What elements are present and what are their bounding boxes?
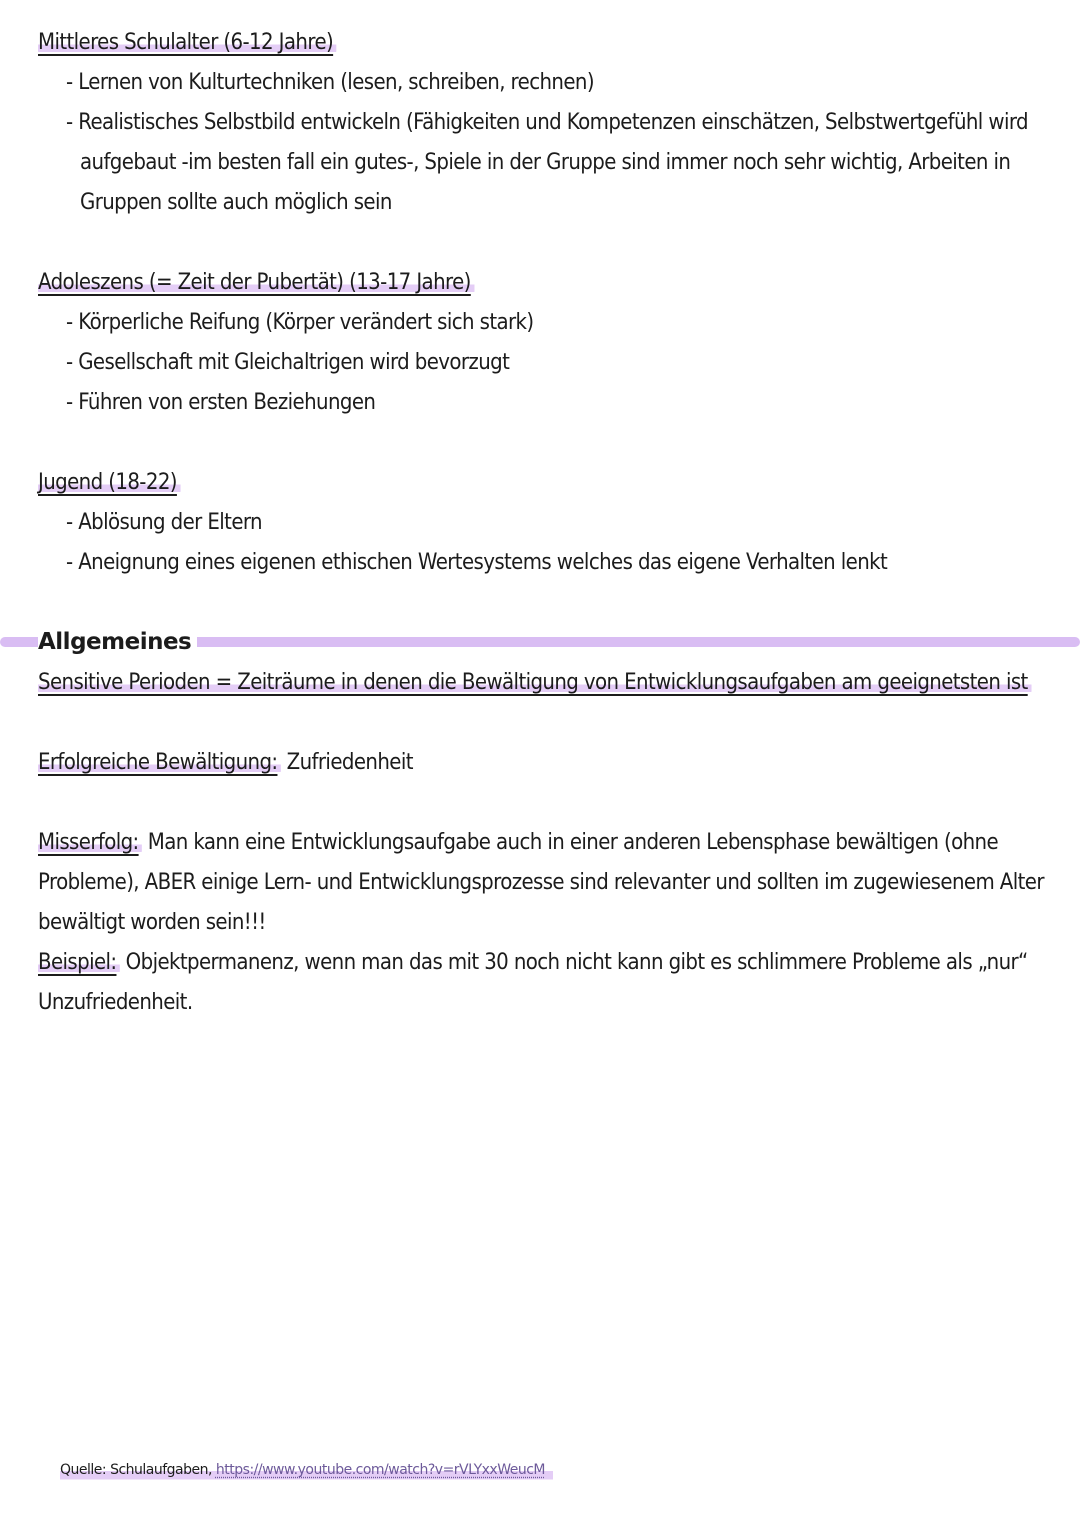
beispiel-label: Beispiel: bbox=[38, 949, 120, 975]
misserfolg-text: Man kann eine Entwicklungsaufgabe auch in einer anderen Lebensphase bewältigen (ohne bbox=[142, 829, 999, 855]
misserfolg-line-2: Probleme), ABER einige Lern- und Entwicklungsprozesse sind relevanter und sollten im zugewiesenem Alter bbox=[38, 869, 1044, 895]
list-item: - Ablösung der Eltern bbox=[66, 509, 262, 535]
heading-adoleszens bbox=[38, 262, 474, 302]
misserfolg-line-3: bewältigt worden sein!!! bbox=[38, 909, 266, 935]
beispiel-line-2: Unzufriedenheit. bbox=[38, 989, 193, 1015]
beispiel-text: Objektpermanenz, wenn man das mit 30 noch nicht kann gibt es schlimmere Probleme als „nur“ bbox=[119, 949, 1028, 975]
misserfolg-label: Misserfolg: bbox=[38, 829, 142, 855]
heading-text: Adoleszens (= Zeit der Pubertät) (13-17 Jahre) bbox=[38, 269, 474, 295]
source-link[interactable]: https://www.youtube.com/watch?v=rVLYxxWeucM bbox=[215, 1462, 545, 1478]
source-label: Quelle: Schulaufgaben, bbox=[60, 1462, 216, 1478]
beispiel-line-1 bbox=[38, 942, 1028, 982]
section-title-allgemeines: Allgemeines bbox=[38, 622, 197, 662]
list-item: - Körperliche Reifung (Körper verändert sich stark) bbox=[66, 309, 534, 335]
sensitive-perioden-definition bbox=[38, 662, 1031, 702]
heading-jugend bbox=[38, 462, 180, 502]
list-item-continuation: Gruppen sollte auch möglich sein bbox=[80, 189, 392, 215]
misserfolg-line-1 bbox=[38, 822, 998, 862]
list-item-continuation: aufgebaut -im besten fall ein gutes-, Spiele in der Gruppe sind immer noch sehr wichtig, Arbeiten in bbox=[80, 149, 1011, 175]
erfolg-line bbox=[38, 742, 413, 782]
heading-mittleres-schulalter bbox=[38, 22, 337, 62]
source-footer bbox=[60, 1458, 553, 1482]
list-item: - Aneignung eines eigenen ethischen Wertesystems welches das eigene Verhalten lenkt bbox=[66, 549, 888, 575]
erfolg-text: Zufriedenheit bbox=[280, 749, 413, 775]
list-item: - Gesellschaft mit Gleichaltrigen wird bevorzugt bbox=[66, 349, 510, 375]
list-item: - Realistisches Selbstbild entwickeln (Fähigkeiten und Kompetenzen einschätzen, Selbstwertgefühl wird bbox=[66, 109, 1028, 135]
erfolg-label: Erfolgreiche Bewältigung: bbox=[38, 749, 281, 775]
list-item: - Lernen von Kulturtechniken (lesen, schreiben, rechnen) bbox=[66, 69, 594, 95]
definition-text: Sensitive Perioden = Zeiträume in denen die Bewältigung von Entwicklungsaufgaben am geeignetsten ist bbox=[38, 669, 1031, 695]
list-item: - Führen von ersten Beziehungen bbox=[66, 389, 376, 415]
heading-text: Mittleres Schulalter (6-12 Jahre) bbox=[38, 29, 337, 55]
heading-text: Jugend (18-22) bbox=[38, 469, 180, 495]
